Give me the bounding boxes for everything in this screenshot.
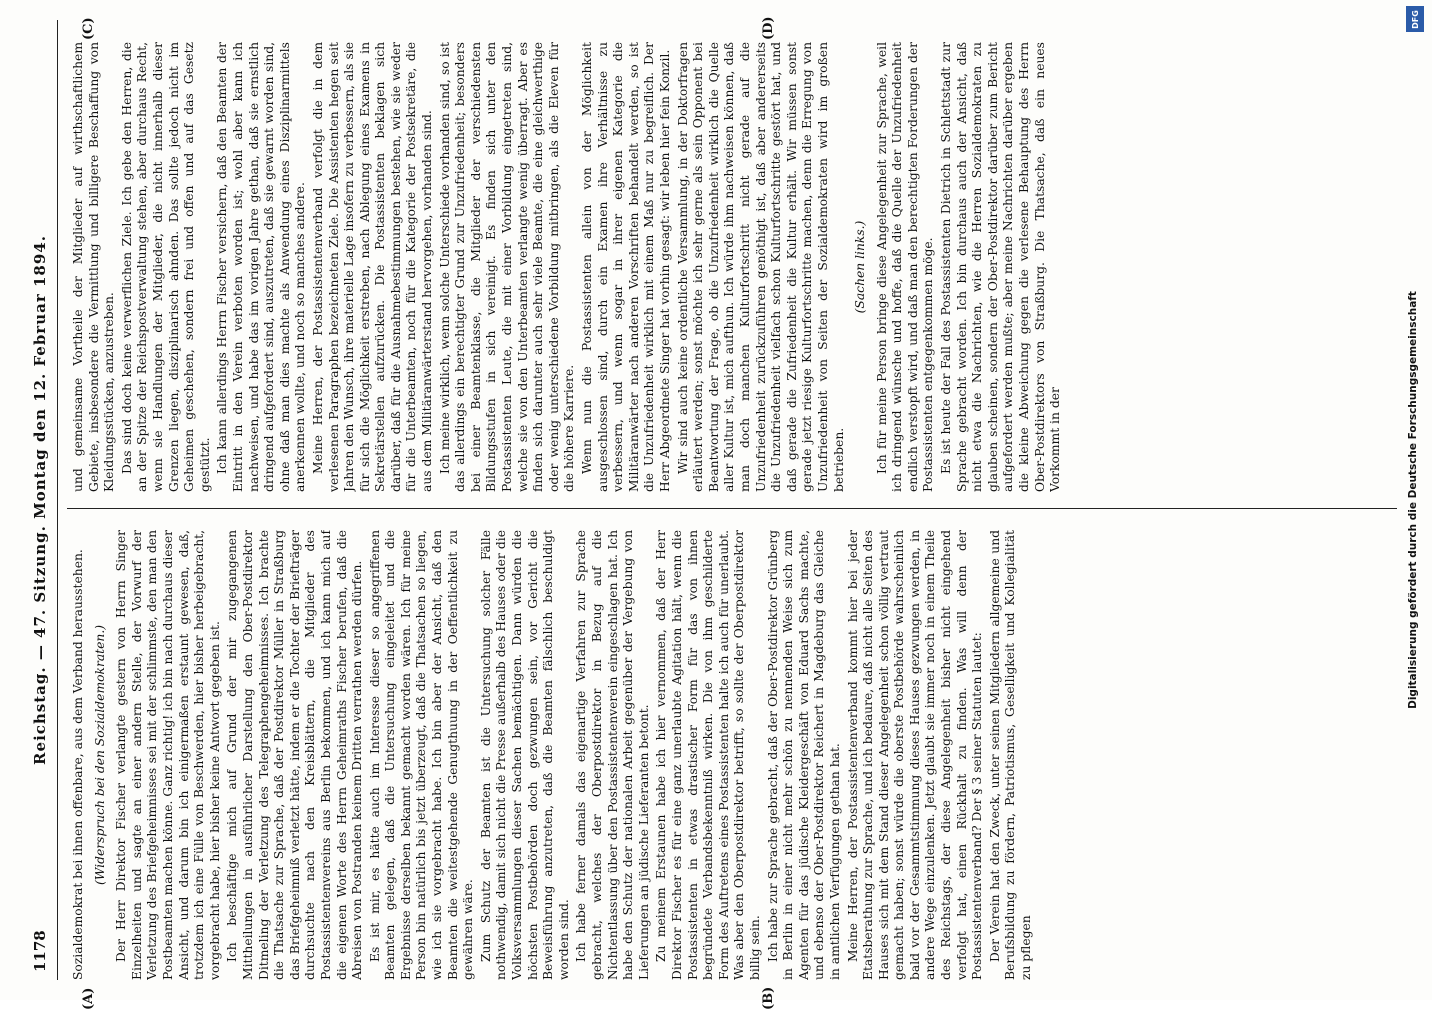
digitization-credit [1400, 10, 1426, 990]
paragraph: Wir sind auch keine ordentliche Versammlung, in der Doktorfragen erläutert werden; sonst möchte ich sehr gerne als sein Opponent bei Beantwortung der Frage, ob die Unzufriedenheit wirklich die Quelle aller Kultur ist, mich aufthun. Ich würde ihm nachweisen können, daß man doch manchen Kulturfortschritt nicht gerade auf die Unzufriedenheit zurückzuführen genöthigt ist, daß aber andererseits die Unzufriedenheit vielfach schon Kulturfortschritte gestört hat, und daß gerade die Zufriedenheit die Kultur erhält. Wir müssen sonst gerade jetzt riesige Kulturfortschritte machen, denn die Erregung von Unzufriedenheit von Seiten der Sozialdemokraten wird im großen betrieben. [675, 42, 846, 492]
paragraph: (Widerspruch bei den Sozialdemokraten.) [92, 624, 107, 886]
paragraph: Meine Herren, der Postassistentenverband kommt hier bei jeder Etatsberathung zur Sprache, und ich bedaure, daß nicht alle Seiten des Hauses sich mit dem Stand dieser Angelegenheit schon völlig vertraut gemacht haben; sonst würde die oberste Postbehörde wahrscheinlich bald vor der Gesammtstimmung dieses Hauses gezwungen werden, in andere Wege einzulenken. Jetzt glaubt sie immer noch in einem Theile des Reichstags, der diese Angelegenheit bisher nicht eingehend verfolgt hat, einen Rückhalt zu finden. Was will denn der Postassistentenverband? Der § 3 seiner Statuten lautet: [845, 530, 985, 980]
paragraph: Es ist mir, es hätte auch im Interesse dieser so angegriffenen Beamten gelegen, daß die Untersuchung eingeleitet und die Ergebnisse derselben bekannt gemacht worden wären. Ich für meine Person bin natürlich bis jetzt überzeugt, daß die Thatsachen so liegen, wie ich sie vorgebracht habe. Ich bin aber der Ansicht, daß den Beamten die weitestgehende Genugthuung in der Oeffentlichkeit zu gewähren wäre. [367, 530, 476, 980]
margin-marker-d: (D) [761, 16, 776, 40]
paragraph: und gemeinsame Vortheile der Mitglieder auf wirthschaftlichem Gebiete, insbesondere die Vermittlung und billigere Beschaffung von Kleidungsstücken, anzustreben. [71, 42, 117, 492]
paragraph: Der Verein hat den Zweck, unter seinen Mitgliedern allgemeine und Berufsbildung zu fördern, Patriotismus, Geselligkeit und Kollegialität zu pflegen [987, 530, 1034, 980]
page-number: 1178 [31, 930, 49, 972]
paragraph: Das sind doch keine verwerflichen Ziele. Ich gebe den Herren, die an der Spitze der Reichspostverwaltung stehen, aber durchaus Recht, wenn sie Handlungen der Mitglieder, die nicht innerhalb dieser Grenzen liegen, disziplinarisch ahnden. Das sollte jedoch nicht im Geheimen geschehen, sondern frei und offen und auf das Gesetz gestützt. [119, 42, 212, 492]
margin-marker-a: (A) [81, 987, 96, 1010]
left-text-column [71, 530, 1391, 980]
paragraph: (Sachen links.) [853, 220, 868, 314]
paragraph: Ich beschäftige mich auf Grund der mir zugegangenen Mittheilungen in ausführlicher Darstellung den Ober-Postdirektor Ditmeling der Verletzung des Telegraphengeheimnisses. Ich brachte die Thatsache zur Sprache, daß der Postdirektor Müller in Straßburg das Briefgeheimniß verletzt hätte, indem er die Tochter der Briefträger durchsuchte nach den Kreisblättern, die Mitglieder des Postassistentenvereins aus Berlin bekommen, und ich kann mich auf die eigenen Worte des Herrn Geheimraths Fischer berufen, daß die Abreisen von Postranden keinem Dritten verrathen werden dürfen. [225, 530, 365, 980]
column-divider [67, 508, 1397, 509]
margin-marker-c: (C) [81, 17, 96, 40]
paragraph: Es ist heute der Fall des Postassistenten Dietrich in Schlettstadt zur Sprache gebracht worden. Ich bin durchaus auch der Ansicht, daß nicht etwa die Nachrichten, wie die Herren Sozialdemokraten zu glauben scheinen, sondern der Ober-Postdirektor darüber zum Bericht aufgefordert werden mußte; aber meine Nachrichten darüber ergeben die kleine Abweichung gegen die verlesene Behauptung des Herrn Ober-Postdirektors von Straßburg. Die Thatsache, daß ein neues Vorkommt in der [939, 42, 1063, 492]
paragraph: Meine Herren, der Postassistentenverband verfolgt die in dem verlesenen Paragraphen bezeichneten Ziele. Die Assistenten hegen seit Jahren den Wunsch, ihre materielle Lage insofern zu verbessern, als sie für sich die Möglichkeit erstreben, nach Ablegung eines Examens in Sekretärstellen aufzurücken. Die Postassistenten beklagen sich darüber, daß für die Ausnahmebestimmungen bestehen, wie sie weder für die Unterbeamten, noch für die Kategorie der Postsekretäre, die aus dem Militäranwärterstand hervorgehen, vorhanden sind. [310, 42, 435, 492]
paragraph: Ich habe zur Sprache gebracht, daß der Ober-Postdirektor Grünberg in Berlin in einer nicht mehr schön zu nennenden Weise sich zum Agenten für das jüdische Kleidergeschäft von Eduard Sachs machte, und ebenso der Ober-Postdirektor Reichert in Magdeburg das Gleiche in amtlichen Verfügungen gethan hat. [765, 530, 842, 980]
paragraph: Ich habe ferner damals das eigenartige Verfahren zur Sprache gebracht, welches der Oberpostdirektor in Bezug auf die Nichtentlassung über den Postassistentenverein eingeschlagen hat. Ich habe den Schutz der nationalen Arbeit gegenüber der Vergebung von Lieferungen an jüdische Lieferanten betont. [574, 530, 651, 980]
paragraph: Ich für meine Person bringe diese Angelegenheit zur Sprache, weil ich dringend wünsche und hoffe, daß die Quelle der Unzufriedenheit endlich verstopft wird, und daß man den berechtigten Forderungen der Postassistenten entgegenkommen möge. [874, 42, 936, 492]
rotated-document-page [21, 16, 1411, 1010]
digitization-credit-text: Digitalisierung gefördert durch die Deutsche Forschungsgemeinschaft [1407, 291, 1419, 709]
paragraph: Wenn nun die Postassistenten allein von der Möglichkeit ausgeschlossen sind, durch ein Examen ihre Verhältnisse zu verbessern, und wenn sogar in ihrer eigenen Kategorie die Militäranwärter nach anderen Vorschriften behandelt werden, so ist die Unzufriedenheit wirklich mit einem Maß nur zu begreiflich. Der Herr Abgeordnete Singer hat vorhin gesagt: wir leben hier fein Konzil. [580, 42, 672, 492]
paragraph: Ich kann allerdings Herrn Fischer versichern, daß den Beamten der Eintritt in den Verein verboten worden ist; wohl aber kann ich nachweisen, und habe das im vorigen Jahre gethan, daß sie ernstlich dringend aufgefordert sind, auszutreten, daß sie gewarnt worden sind, ohne daß man dies machte als Anwendung eines Disziplinarmittels anerkennen wollte, und noch so manches andere. [215, 42, 308, 492]
dfg-logo-text: DFG [1410, 9, 1420, 29]
right-text-column [71, 42, 1391, 492]
header-rule [57, 20, 58, 980]
dfg-logo [1406, 6, 1424, 32]
paragraph: Ich meine wirklich, wenn solche Unterschiede vorhanden sind, so ist das allerdings ein berechtigter Grund zur Unzufriedenheit; besonders bei einer Beamtenklasse, die Mitglieder der verschiedensten Bildungsstufen in sich vereinigt. Es finden sich unter den Postassistenten Leute, die mit einer Vorbildung eingetreten sind, welche sie von den Unterbeamten verlangte wenig überragt. Aber es finden sich darunter auch sehr viele Beamte, die eine gleichwerthige oder wenig unterschiedene Vorbildung mitbringen, als die Eleven für die höhere Karriere. [437, 42, 577, 492]
paragraph: Zum Schutz der Beamten ist die Untersuchung solcher Fälle nothwendig, damit sich nicht die Presse außerhalb des Hauses oder die Volksversammlungen dieser Sachen bemächtigen. Dann würden die höchsten Postbehörden doch gezwungen sein, vor Gericht die Beweisführung anzutreten, daß die Beamten fälschlich beschuldigt worden sind. [478, 530, 571, 980]
paragraph: Zu meinem Erstaunen habe ich hier vernommen, daß der Herr Direktor Fischer es für eine ganz unerlaubte Agitation hält, wenn die Postassistenten in etwas drastischer Form für das von ihnen begründete Verbandsbekenntniß wirken. Die von ihm geschilderte Form des Auftretens eines Postassistenten halte ich auch für unerlaubt. Was aber den Oberpostdirektor betrifft, so sollte der Oberpostdirektor billig sein. [654, 530, 762, 980]
running-title: Reichstag. — 47. Sitzung. Montag den 12. Februar 1894. [31, 235, 49, 765]
paragraph: Der Herr Direktor Fischer verlangte gestern von Herrn Singer Einzelheiten und sagte an einer andern Stelle, der Vorwurf der Verletzung des Briefgeheimnisses sei mit der schlimmste, den man den Postbeamten machen könne. Ganz richtig! ich bin nach durchaus dieser Ansicht, und darum bin ich einigermaßen erstaunt gewesen, daß, trotzdem ich eine Fülle von Beschwerden, hier bisher herbeigebracht, vorgebracht habe, hier bisher keine Antwort gegeben ist. [114, 530, 222, 980]
page-header [21, 20, 61, 980]
margin-marker-b: (B) [761, 986, 776, 1010]
paragraph: Sozialdemokrat bei ihnen offenbare, aus dem Verband herausstehen. [71, 549, 85, 980]
